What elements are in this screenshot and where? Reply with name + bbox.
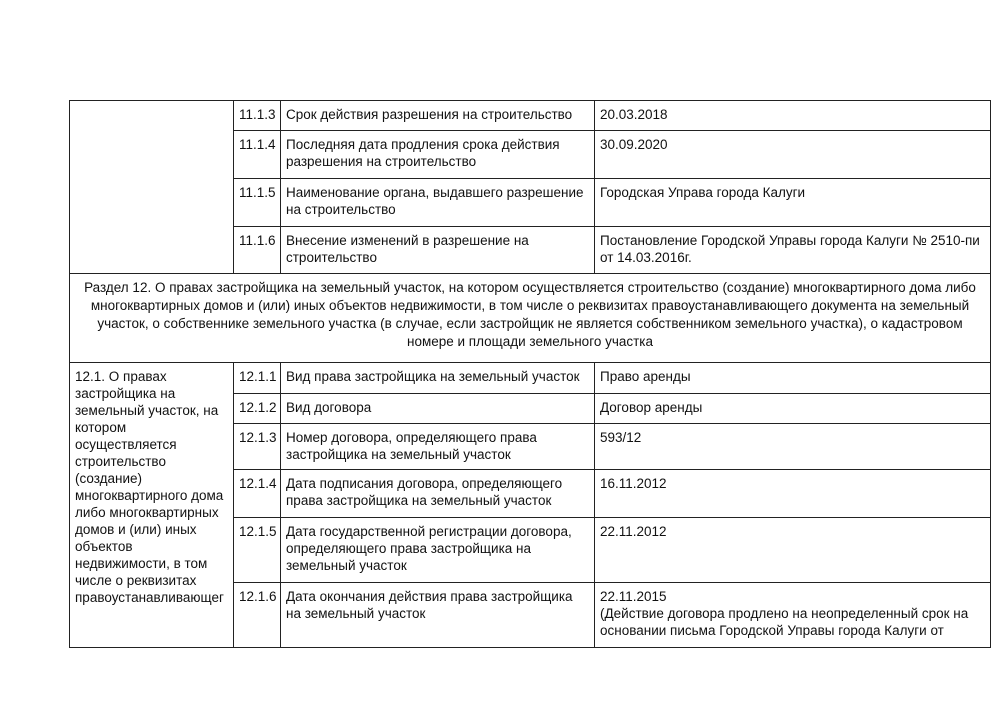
developer-info-table bbox=[69, 100, 991, 648]
row-number: 11.1.6 bbox=[234, 227, 281, 274]
row-number: 12.1.4 bbox=[234, 470, 281, 518]
row-value: Договор аренды bbox=[595, 394, 991, 424]
row-value-note: (Действие договора продлено на неопределенный срок на основании письма Городской Управы города Калуги от bbox=[600, 606, 969, 638]
row-value: 20.03.2018 bbox=[595, 101, 991, 131]
row-label: Последняя дата продления срока действия разрешения на строительство bbox=[281, 131, 595, 179]
row-label: Внесение изменений в разрешение на строительство bbox=[281, 227, 595, 274]
row-label: Номер договора, определяющего права застройщика на земельный участок bbox=[281, 424, 595, 470]
empty-group-cell bbox=[70, 101, 234, 274]
row-value: 16.11.2012 bbox=[595, 470, 991, 518]
row-number: 12.1.3 bbox=[234, 424, 281, 470]
row-value: 22.11.2015 bbox=[600, 589, 667, 604]
row-value: Городская Управа города Калуги bbox=[595, 179, 991, 227]
section-heading-row bbox=[70, 274, 991, 363]
group-label: 12.1. О правах застройщика на земельный участок, на котором осуществляется строительство (создание) многоквартирного дома либо многоквартирных домов и (или) иных объектов недвижимости, в том числе о реквизитах правоустанавливающег bbox=[70, 363, 234, 648]
row-value: 30.09.2020 bbox=[595, 131, 991, 179]
row-number: 12.1.5 bbox=[234, 518, 281, 583]
row-label: Срок действия разрешения на строительство bbox=[281, 101, 595, 131]
row-label: Дата окончания действия права застройщика на земельный участок bbox=[281, 583, 595, 648]
row-label: Вид договора bbox=[281, 394, 595, 424]
section-heading: Раздел 12. О правах застройщика на земельный участок, на котором осуществляется строительство (создание) многоквартирного дома либо многоквартирных домов и (или) иных объектов недвижимости, в том числе о реквизитах правоустанавливающего документа на земельный участок, о собственнике земельного участка (в случае, если застройщик не является собственником земельного участка), о кадастровом номере и площади земельного участка bbox=[70, 274, 991, 363]
row-number: 11.1.4 bbox=[234, 131, 281, 179]
row-value: Постановление Городской Управы города Калуги № 2510-пи от 14.03.2016г. bbox=[595, 227, 991, 274]
row-label: Вид права застройщика на земельный участок bbox=[281, 363, 595, 394]
row-number: 11.1.3 bbox=[234, 101, 281, 131]
row-number: 11.1.5 bbox=[234, 179, 281, 227]
row-value-cell bbox=[595, 583, 991, 648]
row-number: 12.1.6 bbox=[234, 583, 281, 648]
row-number: 12.1.1 bbox=[234, 363, 281, 394]
row-label: Дата государственной регистрации договора, определяющего права застройщика на земельный участок bbox=[281, 518, 595, 583]
row-value: 22.11.2012 bbox=[595, 518, 991, 583]
row-value: Право аренды bbox=[595, 363, 991, 394]
row-label: Дата подписания договора, определяющего права застройщика на земельный участок bbox=[281, 470, 595, 518]
row-value: 593/12 bbox=[595, 424, 991, 470]
row-label: Наименование органа, выдавшего разрешение на строительство bbox=[281, 179, 595, 227]
table-row bbox=[70, 363, 991, 394]
row-number: 12.1.2 bbox=[234, 394, 281, 424]
table-row bbox=[70, 101, 991, 131]
